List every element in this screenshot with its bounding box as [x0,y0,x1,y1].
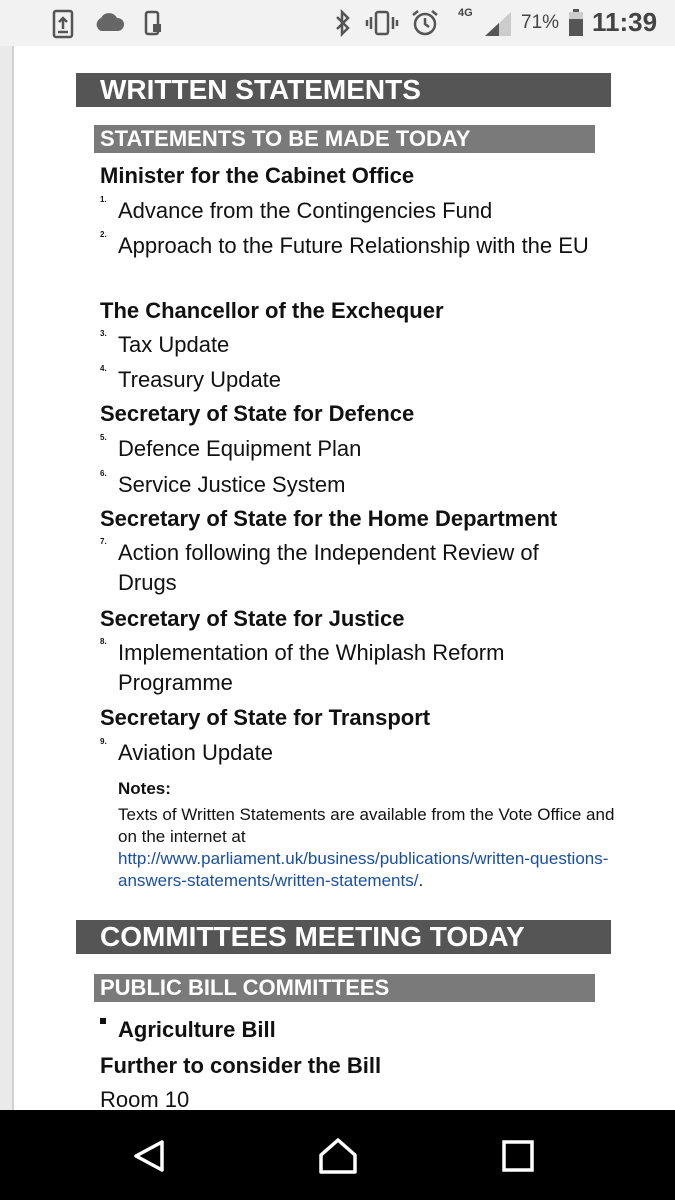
signal-icon [483,10,513,38]
minister-heading: Secretary of State for Justice [100,606,405,631]
statement-title: Treasury Update [118,367,282,392]
notes-body [118,804,628,892]
status-bar [0,0,675,46]
bluetooth-icon [333,9,353,37]
committee-room: Room 10 [100,1087,190,1110]
battery-icon [567,8,585,38]
statement-title: Service Justice System [118,472,346,497]
statement-item [100,365,600,395]
committee-purpose: Further to consider the Bill [100,1053,382,1078]
section-header-committees: COMMITTEES MEETING TODAY [76,920,611,954]
statement-number: 2. [100,230,107,239]
committee-bill: Agriculture Bill [118,1017,276,1042]
minister-heading: Minister for the Cabinet Office [100,163,415,188]
page-edge [0,46,14,1110]
statement-item [100,231,600,261]
phone-lock-icon [143,10,163,38]
statement-number: 5. [100,433,107,442]
subheader-public-bill-committees: PUBLIC BILL COMMITTEES [94,974,595,1002]
notes-text: Texts of Written Statements are available from the Vote Office and on the internet at [118,805,615,846]
back-button[interactable] [131,1138,167,1174]
bullet-icon [100,1018,106,1024]
minister-heading: Secretary of State for Transport [100,705,431,730]
statement-title: Advance from the Contingencies Fund [118,198,493,223]
statement-item [100,196,600,226]
statement-number: 8. [100,637,107,646]
statement-number: 9. [100,737,107,746]
notes-period: . [418,871,424,890]
cloud-icon [93,12,125,32]
statement-number: 6. [100,469,107,478]
statement-title: Implementation of the Whiplash Reform Programme [118,640,505,695]
statement-item [100,330,600,360]
navigation-bar [0,1110,675,1200]
written-statements-link[interactable]: http://www.parliament.uk/business/publications/written-questions-answers-statements/written-statements/ [118,849,609,890]
statement-number: 7. [100,537,107,546]
statement-item [100,434,600,464]
network-type: 4G [458,7,473,19]
statement-number: 1. [100,195,107,204]
vibrate-icon [365,9,399,37]
clock-time: 11:39 [592,7,658,37]
recent-apps-button[interactable] [502,1140,534,1172]
home-button[interactable] [318,1136,358,1176]
statement-item [100,470,600,500]
minister-heading: The Chancellor of the Exchequer [100,298,444,323]
statement-title: Action following the Independent Review of Drugs [118,540,539,595]
statement-item [100,738,600,768]
statement-title: Tax Update [118,332,230,357]
section-header-written-statements: WRITTEN STATEMENTS [76,73,611,107]
statement-title: Defence Equipment Plan [118,436,362,461]
screenshot-share-icon [52,9,74,39]
subheader-statements-today: STATEMENTS TO BE MADE TODAY [94,125,595,153]
battery-percent: 71% [521,12,560,33]
statement-title: Approach to the Future Relationship with the EU [118,233,589,258]
minister-heading: Secretary of State for the Home Department [100,506,558,531]
statement-title: Aviation Update [118,740,273,765]
statement-number: 3. [100,329,107,338]
statement-number: 4. [100,364,107,373]
order-paper-content[interactable] [14,46,675,1110]
statement-item [100,538,600,598]
statement-item [100,638,600,698]
minister-heading: Secretary of State for Defence [100,401,415,426]
alarm-icon [410,8,440,38]
notes-heading: Notes: [118,779,171,798]
